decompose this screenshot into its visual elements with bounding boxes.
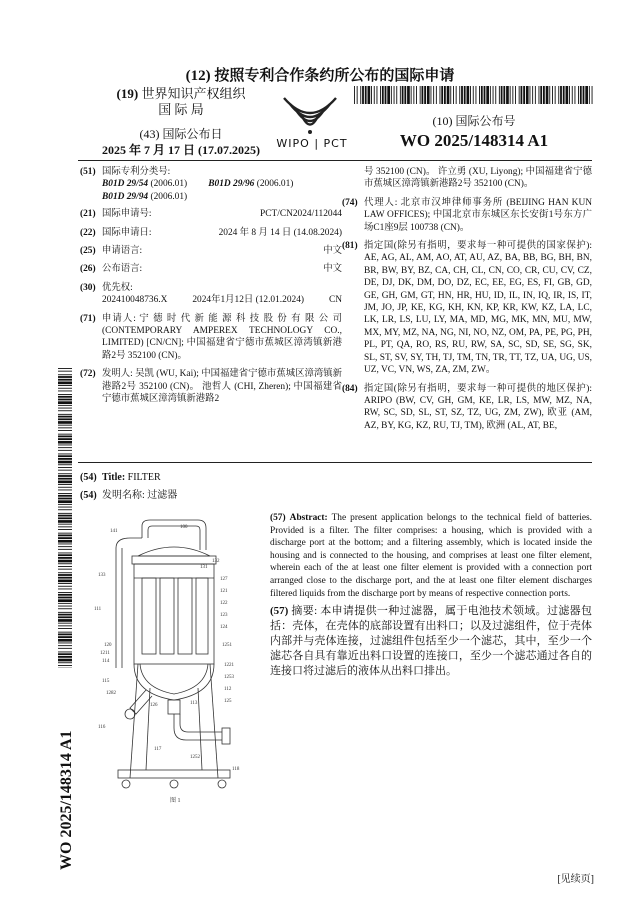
field-label: 优先权: [102, 282, 133, 293]
figure-label: 141 [110, 529, 118, 534]
abstract-en [270, 512, 592, 600]
field-code: (57) [270, 513, 286, 523]
figure-ref: 100 [180, 525, 188, 530]
title-en [80, 472, 161, 484]
designated-states-regional [342, 383, 592, 433]
priority-country: CN [328, 295, 342, 306]
filing-date [80, 227, 342, 239]
ipc-version: (2006.01) [256, 179, 294, 190]
figure-label: 116 [98, 725, 106, 730]
abstract-label: Abstract: [289, 513, 328, 523]
field-code: (54) [80, 472, 97, 483]
field-code: (57) [270, 605, 289, 617]
org-code: (19) [116, 86, 139, 101]
application-number [80, 208, 342, 220]
pub-date-label: (43) 国际公布日 [139, 127, 223, 141]
ipc-version: (2006.01) [150, 179, 188, 190]
barcode-side [58, 368, 72, 668]
field-value: 中文 [323, 264, 342, 275]
priority-number: 202410048736.X [102, 295, 168, 306]
field-value: PCT/CN2024/112044 [260, 209, 342, 220]
field-code: (21) [80, 209, 96, 220]
figure-label: 121 [220, 589, 228, 594]
figure-label: 1251 [222, 643, 232, 648]
abstract-text: The present application belongs to the technical field of batteries. Provided is a filter. The filter comprises: a housing, which is provided with a discharge port at the bottom; and a filtering assembly, which is located inside the housing and is connected to the housing, and comprises at least one filter element, wherein each of the at least one filter element is provided with a connection port arranged close to the discharge port, and the at least one filter element discharges filtered liquids from the discharge port by means of respective connection ports. [270, 513, 592, 599]
figure-label: 115 [102, 679, 110, 684]
field-code: (81) [342, 241, 358, 252]
figure-label: 125 [224, 699, 232, 704]
title-zh [80, 490, 177, 502]
abstract-label: 摘要: [291, 605, 318, 617]
field-label: 申请语言: [102, 246, 143, 257]
side-publication-number [58, 680, 76, 870]
figure-label: 1282 [106, 691, 116, 696]
ipc-field [80, 166, 342, 178]
field-label: 国际申请日: [102, 227, 152, 238]
figure-label: 111 [94, 607, 102, 612]
field-code: (84) [342, 383, 358, 394]
figure-label: 120 [104, 643, 112, 648]
publication-language [80, 263, 342, 275]
agent-field [342, 197, 592, 234]
pub-no-value: WO 2025/148314 A1 [399, 131, 549, 150]
ipc-version: (2006.01) [150, 191, 188, 202]
header-rule [78, 160, 592, 161]
ipc-row-1 [80, 178, 342, 190]
wipo-pct-label: WIPO | PCT [276, 137, 348, 150]
figure-label: 1221 [224, 663, 234, 668]
designated-states-national [342, 240, 592, 376]
pub-no-label: (10) 国际公布号 [432, 114, 516, 128]
figure-caption: 图 1 [170, 798, 181, 804]
field-label: 国际专利分类号: [102, 167, 171, 177]
inventor-continued: 号 352100 (CN)。 许立勇 (XU, Liyong); 中国福建省宁德市蕉城区漳湾镇新港路2号 352100 (CN)。 [364, 167, 592, 190]
inventor-field [80, 368, 342, 405]
figure-label: 117 [154, 747, 162, 752]
ipc-row-2 [80, 191, 342, 203]
ipc-class: B01D 29/96 [208, 179, 255, 190]
org-bureau: 国 际 局 [158, 102, 204, 117]
section-rule [78, 462, 592, 463]
figure-label: 114 [102, 659, 110, 664]
abstract-zh [270, 604, 592, 679]
field-label: 国际申请号: [102, 209, 152, 220]
priority-row [80, 294, 342, 306]
title-value: 过滤器 [147, 490, 178, 501]
figure-label: 123 [220, 613, 228, 618]
inventor-text: 发明人: 吴凯 (WU, Kai); 中国福建省宁德市蕉城区漳湾镇新港路2号 352100 (CN)。 池哲人 (CHI, Zheren); 中国福建省宁德市蕉城区漳湾镇新港路2 [102, 369, 342, 405]
figure-label: 126 [150, 703, 158, 708]
figure-label: 1211 [100, 651, 110, 656]
figure-label: 127 [220, 577, 228, 582]
regional-states-text: 指定国(除另有指明，要求每一种可提供的地区保护): ARIPO (BW, CV, GH, GM, KE, LR, LS, MW, MZ, NA, RW, SC, SD, SL, ST, SZ, TZ, UG, ZM, ZW), 欧亚 (AM, AZ, BY, KG, KZ, RU, TJ, TM), 欧洲 (AL, AT, BE, [364, 383, 592, 431]
ipc-class: B01D 29/54 [102, 179, 149, 190]
figure-label: 133 [98, 573, 106, 578]
agent-text: 代理人: 北京市汉坤律师事务所 (BEIJING HAN KUN LAW OFFICES); 中国北京市东城区东长安街1号东方广场C1座9层 100738 (CN)。 [364, 197, 592, 233]
applicant-text: 申请人: 宁 德 时 代 新 能 源 科 技 股 份 有 限 公 司 (CONTEMPORARY AMPEREX TECHNOLOGY CO., LIMITED) [CN/CN]; 中国福建省宁德市蕉城区漳湾镇新港路2号 352100 (CN)。 [102, 313, 342, 361]
field-code: (51) [80, 167, 96, 177]
title-value: FILTER [127, 472, 161, 483]
figure-label: 122 [220, 601, 228, 606]
national-states-text: 指定国(除另有指明，要求每一种可提供的国家保护): AE, AG, AL, AM, AO, AT, AU, AZ, BA, BB, BG, BH, BN, BR, BW, BY, BZ, CA, CH, CL, CN, CO, CR, CU, CV, CZ, DE, DJ, DK, DM, DO, DZ, EC, EE, EG, ES, FI, GB, GD, GE, GH, GM, GT, HN, HR, HU, ID, IL, IN, IQ, IR, IS, IT, JM, JO, JP, KE, KG, KH, KN, KP, KR, KW, KZ, LA, LC, LK, LR, LS, LU, LY, MA, MD, MG, MK, MN, MU, MW, MX, MY, MZ, NA, NG, NI, NO, NZ, OM, PA, PE, PG, PH, PL, PT, QA, RO, RS, RU, RW, SA, SC, SD, SE, SG, SK, SL, ST, SV, SY, TH, TJ, TM, TN, TR, TT, TZ, UA, UG, US, UZ, VC, VN, WS, ZA, ZM, ZW。 [364, 241, 592, 376]
title-label: Title: [102, 472, 126, 483]
field-code: (54) [80, 490, 97, 501]
applicant-field [80, 313, 342, 363]
right-column [342, 166, 592, 432]
field-code: (71) [80, 313, 96, 324]
field-code: (30) [80, 282, 96, 293]
field-code: (25) [80, 246, 96, 257]
publication-type: (12) 按照专利合作条约所公布的国际申请 [185, 68, 455, 84]
publication-number-block [354, 112, 594, 151]
organization-block [102, 86, 260, 118]
figure-label: 1253 [224, 675, 234, 680]
publication-date [102, 126, 260, 158]
figure-label: 113 [190, 701, 198, 706]
field-code: (72) [80, 369, 96, 380]
field-code: (22) [80, 227, 96, 238]
field-code: (26) [80, 264, 96, 275]
org-name: 世界知识产权组织 [141, 86, 246, 101]
field-value: 中文 [323, 246, 342, 257]
figure-label: 112 [224, 687, 232, 692]
pub-date-value: 2025 年 7 月 17 日 (17.07.2025) [102, 143, 260, 157]
figure-label: 131 [200, 565, 208, 570]
priority-date: 2024年1月12日 (12.01.2024) [192, 295, 305, 306]
figure-label: 118 [232, 767, 240, 772]
abstract-text: 本申请提供一种过滤器，属于电池技术领域。过滤器包括：壳体，在壳体的底部设置有出料口；以及过滤组件，位于壳体内部并与壳体连接，过滤组件包括至少一个滤芯，其中，至少一个滤芯各自具有靠近出料口设置的连接口，至少一个滤芯通过各自的连接口将过滤后的液体从出料口排出。 [270, 605, 593, 677]
filter-drawing [90, 518, 260, 808]
field-code: (74) [342, 197, 358, 208]
ipc-class: B01D 29/94 [102, 191, 149, 202]
figure-label: 1252 [190, 755, 200, 760]
left-column [80, 166, 342, 406]
figure-label: 132 [212, 559, 220, 564]
side-pub-no: WO 2025/148314 A1 [58, 730, 75, 870]
title-label: 发明名称: [102, 490, 145, 501]
priority-field [80, 282, 342, 294]
field-value: 2024 年 8 月 14 日 (14.08.2024) [218, 227, 342, 238]
field-label: 公布语言: [102, 264, 143, 275]
barcode-top [354, 86, 594, 104]
figure-label: 124 [220, 625, 228, 630]
filing-language [80, 245, 342, 257]
continued-note: [见续页] [557, 874, 594, 885]
